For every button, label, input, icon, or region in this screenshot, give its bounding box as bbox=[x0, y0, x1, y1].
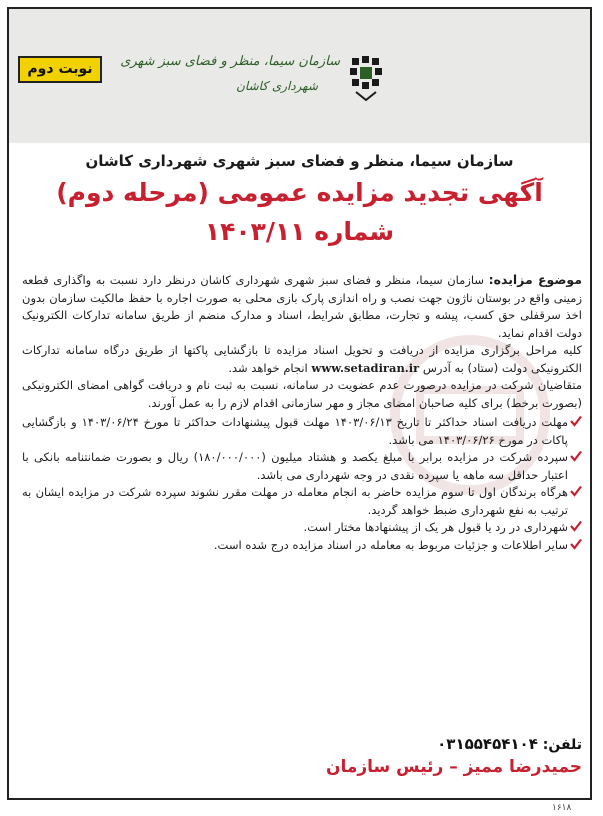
phone-number: ۰۳۱۵۵۴۵۴۱۰۴ bbox=[437, 735, 538, 753]
logo-text-city: شهرداری کاشان bbox=[236, 79, 318, 93]
contact-phone bbox=[22, 735, 582, 753]
condition-text: هرگاه برندگان اول تا سوم مزایده حاضر به انجام معامله در مهلت مقرر نشوند سپرده شرکت در مزایده ایشان به ترتیب به نفع شهرداری ضبط خواهد گردید. bbox=[22, 485, 568, 517]
organization-logo bbox=[120, 48, 386, 114]
phone-label: تلفن: bbox=[542, 737, 582, 753]
footer-code: ۱۶۱۸ bbox=[552, 803, 572, 813]
subject-text: سازمان سیما، منظر و فضای سبز شهری شهرداری کاشان درنظر دارد نسبت به واگذاری قطعه زمینی واقع در بوستان ناژون جهت نصب و راه اندازی پارک بازی محلی به صورت اجاره با حفظ مالکیت سازمان بدون اخذ سرقفلی حق کسب، پیشه و تجارت، مطابق شرایط، اسناد و مدارک منضم از طریق سامانه تدارکات الکترونیک دولت اقدام نماید. bbox=[22, 273, 582, 340]
process-text-start: کلیه مراحل برگزاری مزایده از دریافت و تحویل اسناد مزایده تا بازگشایی پاکتها از طریق درگاه سامانه تدارکات الکترونیکی دولت (ستاد) به آدرس bbox=[22, 343, 582, 375]
applicants-paragraph: متقاضیان شرکت در مزایده درصورت عدم عضویت در سامانه، نسبت به ثبت نام و دریافت گواهی امضای الکترونیکی (بصورت برخط) برای کلیه صاحبان امضای مجاز و مهر سازمانی اقدام لازم را به عمل آورند. bbox=[22, 378, 582, 410]
organization-emblem-icon bbox=[346, 52, 386, 104]
subject-paragraph bbox=[22, 271, 582, 342]
logo-text-org: سازمان سیما، منظر و فضای سبز شهری bbox=[120, 54, 340, 69]
condition-text: مهلت دریافت اسناد حداکثر تا تاریخ ۱۴۰۳/۰۶/۱۳ مهلت قبول پیشنهادات حداکثر تا مورخ ۱۴۰۳/۰۶/۲۴ و بازگشایی پاکات در مورخ ۱۴۰۳/۰۶/۲۶ می باشد. bbox=[22, 415, 568, 447]
checkmark-icon bbox=[570, 415, 582, 427]
signature-line: حمیدرضا ممیز – رئیس سازمان bbox=[325, 757, 582, 777]
notice-body bbox=[22, 271, 582, 554]
subject-label: موضوع مزایده: bbox=[488, 272, 582, 287]
process-paragraph bbox=[22, 342, 582, 377]
process-text-end: انجام خواهد شد. bbox=[228, 360, 312, 375]
list-item bbox=[22, 519, 582, 537]
list-item bbox=[22, 484, 582, 519]
conditions-list bbox=[22, 414, 582, 554]
list-item bbox=[22, 537, 582, 555]
condition-text: شهرداری در رد یا قبول هر یک از پیشنهادها مختار است. bbox=[303, 520, 568, 534]
website-link[interactable]: www.setadiran.ir bbox=[311, 360, 420, 375]
checkmark-icon bbox=[570, 520, 582, 532]
checkmark-icon bbox=[570, 538, 582, 550]
round-badge: نوبت دوم bbox=[18, 56, 102, 83]
organization-title: سازمان سیما، منظر و فضای سبز شهری شهرداری کاشان bbox=[85, 152, 514, 170]
notice-title: آگهی تجدید مزایده عمومی (مرحله دوم) bbox=[56, 178, 543, 207]
notice-number: شماره ۱۴۰۳/۱۱ bbox=[204, 217, 395, 246]
list-item bbox=[22, 414, 582, 449]
condition-text: سپرده شرکت در مزایده برابر با مبلغ یکصد و هشتاد میلیون (۱۸۰/۰۰۰/۰۰۰) ریال و بصورت ضمانتنامه بانکی با اعتبار حداقل سه ماهه یا سپرده نقدی در وجه شهرداری می باشد. bbox=[22, 450, 568, 482]
checkmark-icon bbox=[570, 450, 582, 462]
list-item bbox=[22, 449, 582, 484]
checkmark-icon bbox=[570, 485, 582, 497]
condition-text: سایر اطلاعات و جزئیات مربوط به معامله در اسناد مزایده درج شده است. bbox=[213, 537, 568, 552]
